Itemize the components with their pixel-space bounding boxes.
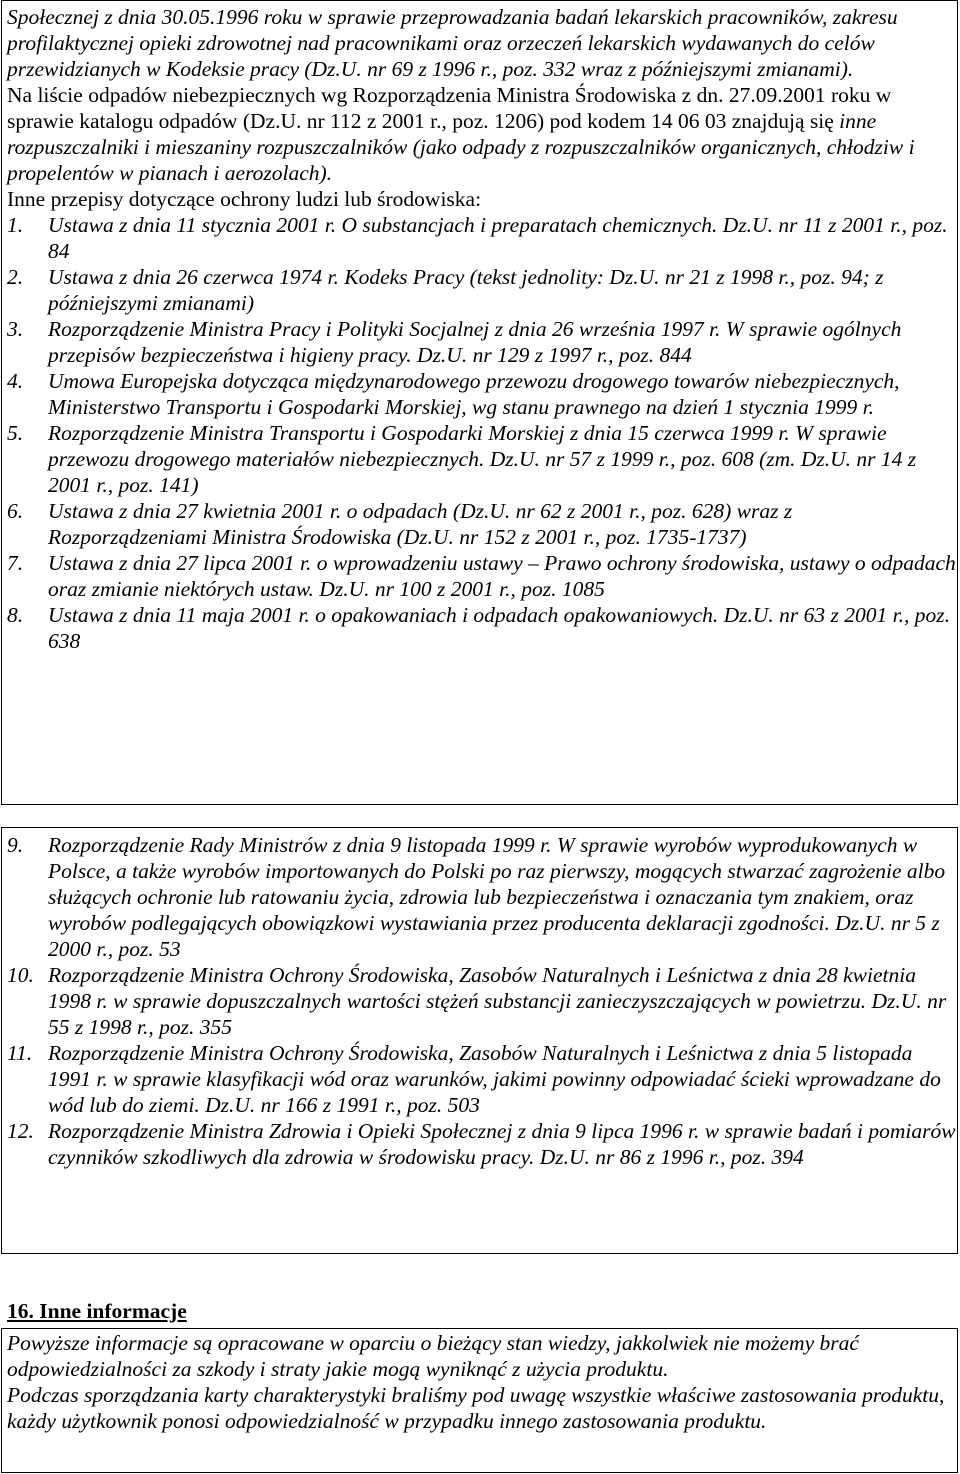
other-regulations-heading: Inne przepisy dotyczące ochrony ludzi lub środowiska:	[7, 187, 482, 211]
regulations-list	[7, 212, 956, 654]
list-item: 11. Rozporządzenie Ministra Ochrony Środowiska, Zasobów Naturalnych i Leśnictwa z dnia 5 listopada 1991 r. w sprawie klasyfikacji wód oraz warunków, jakimi powinny odpowiadać ścieki wprowadzane do wód lub do ziemi. Dz.U. nr 166 z 1991 r., poz. 503	[7, 1041, 941, 1117]
list-item: 1. Ustawa z dnia 11 stycznia 2001 r. O substancjach i preparatach chemicznych. Dz.U. nr 11 z 2001 r., poz. 84	[7, 213, 948, 263]
list-item: 9. Rozporządzenie Rady Ministrów z dnia 9 listopada 1999 r. W sprawie wyrobów wyprodukowanych w Polsce, a także wyrobów importowanych do Polski po raz pierwszy, mogących stwarzać zagrożenie albo służących ochronie lub ratowaniu życia, zdrowia lub bezpieczeństwa i oznaczania tym znakiem, oraz wyrobów podlegających obowiązkowi wystawiania przez producenta deklaracji zgodności. Dz.U. nr 5 z 2000 r., poz. 53	[7, 833, 946, 961]
other-info-paragraph-2: Podczas sporządzania karty charakterystyki braliśmy pod uwagę wszystkie właściwe zastosowania produktu, każdy użytkownik ponosi odpowiedzialność w przypadku innego zastosowania produktu.	[7, 1383, 945, 1433]
regulations-content-continued	[7, 832, 956, 1170]
list-item: 5. Rozporządzenie Ministra Transportu i Gospodarki Morskiej z dnia 15 czerwca 1999 r. W sprawie przewozu drogowego materiałów niebezpiecznych. Dz.U. nr 57 z 1999 r., poz. 608 (zm. Dz.U. nr 14 z 2001 r., poz. 141)	[7, 421, 917, 497]
list-item: 8. Ustawa z dnia 11 maja 2001 r. o opakowaniach i odpadach opakowaniowych. Dz.U. nr 63 z 2001 r., poz. 638	[7, 603, 951, 653]
regulations-content	[7, 4, 956, 654]
list-item: 2. Ustawa z dnia 26 czerwca 1974 r. Kodeks Pracy (tekst jednolity: Dz.U. nr 21 z 1998 r., poz. 94; z późniejszymi zmianami)	[7, 265, 884, 315]
section-16-title: 16. Inne informacje	[7, 1299, 187, 1323]
intro-text: Społecznej z dnia 30.05.1996 roku w sprawie przeprowadzania badań lekarskich pracowników, zakresu profilaktycznej opieki zdrowotnej nad pracownikami oraz orzeczeń lekarskich wydawanych do celów przewidzianych w Kodeksie pracy (Dz.U. nr 69 z 1996 r., poz. 332 wraz z późniejszymi zmianami).	[7, 5, 898, 81]
list-item: 7. Ustawa z dnia 27 lipca 2001 r. o wprowadzeniu ustawy – Prawo ochrony środowiska, ustawy o odpadach oraz zmianie niektórych ustaw. Dz.U. nr 100 z 2001 r., poz. 1085	[7, 551, 956, 601]
other-info-content	[7, 1330, 956, 1434]
waste-list-text: Na liście odpadów niebezpiecznych wg Rozporządzenia Ministra Środowiska z dn. 27.09.2001 roku w sprawie katalogu odpadów (Dz.U. nr 112 z 2001 r., poz. 1206) pod kodem 14 06 03 znajdują się inne rozpuszczalniki i mieszaniny rozpuszczalników (jako odpady z rozpuszczalników organicznych, chłodziw i propelentów w pianach i aerozolach).	[7, 83, 915, 185]
regulations-list-continued	[7, 832, 956, 1170]
list-item: 3. Rozporządzenie Ministra Pracy i Polityki Socjalnej z dnia 26 września 1997 r. W sprawie ogólnych przepisów bezpieczeństwa i higieny pracy. Dz.U. nr 129 z 1997 r., poz. 844	[7, 317, 902, 367]
list-item: 12. Rozporządzenie Ministra Zdrowia i Opieki Społecznej z dnia 9 lipca 1996 r. w sprawie badań i pomiarów czynników szkodliwych dla zdrowia w środowisku pracy. Dz.U. nr 86 z 1996 r., poz. 394	[7, 1119, 956, 1169]
list-item: 6. Ustawa z dnia 27 kwietnia 2001 r. o odpadach (Dz.U. nr 62 z 2001 r., poz. 628) wraz z Rozporządzeniami Ministra Środowiska (Dz.U. nr 152 z 2001 r., poz. 1735-1737)	[7, 499, 793, 549]
other-info-paragraph-1: Powyższe informacje są opracowane w oparciu o bieżący stan wiedzy, jakkolwiek nie możemy brać odpowiedzialności za szkody i straty jakie mogą wyniknąć z użycia produktu.	[7, 1331, 859, 1381]
list-item: 10. Rozporządzenie Ministra Ochrony Środowiska, Zasobów Naturalnych i Leśnictwa z dnia 28 kwietnia 1998 r. w sprawie dopuszczalnych wartości stężeń substancji zanieczyszczających w powietrzu. Dz.U. nr 55 z 1998 r., poz. 355	[7, 963, 947, 1039]
list-item: 4. Umowa Europejska dotycząca międzynarodowego przewozu drogowego towarów niebezpiecznych, Ministerstwo Transportu i Gospodarki Morskiej, wg stanu prawnego na dzień 1 stycznia 1999 r.	[7, 369, 900, 419]
